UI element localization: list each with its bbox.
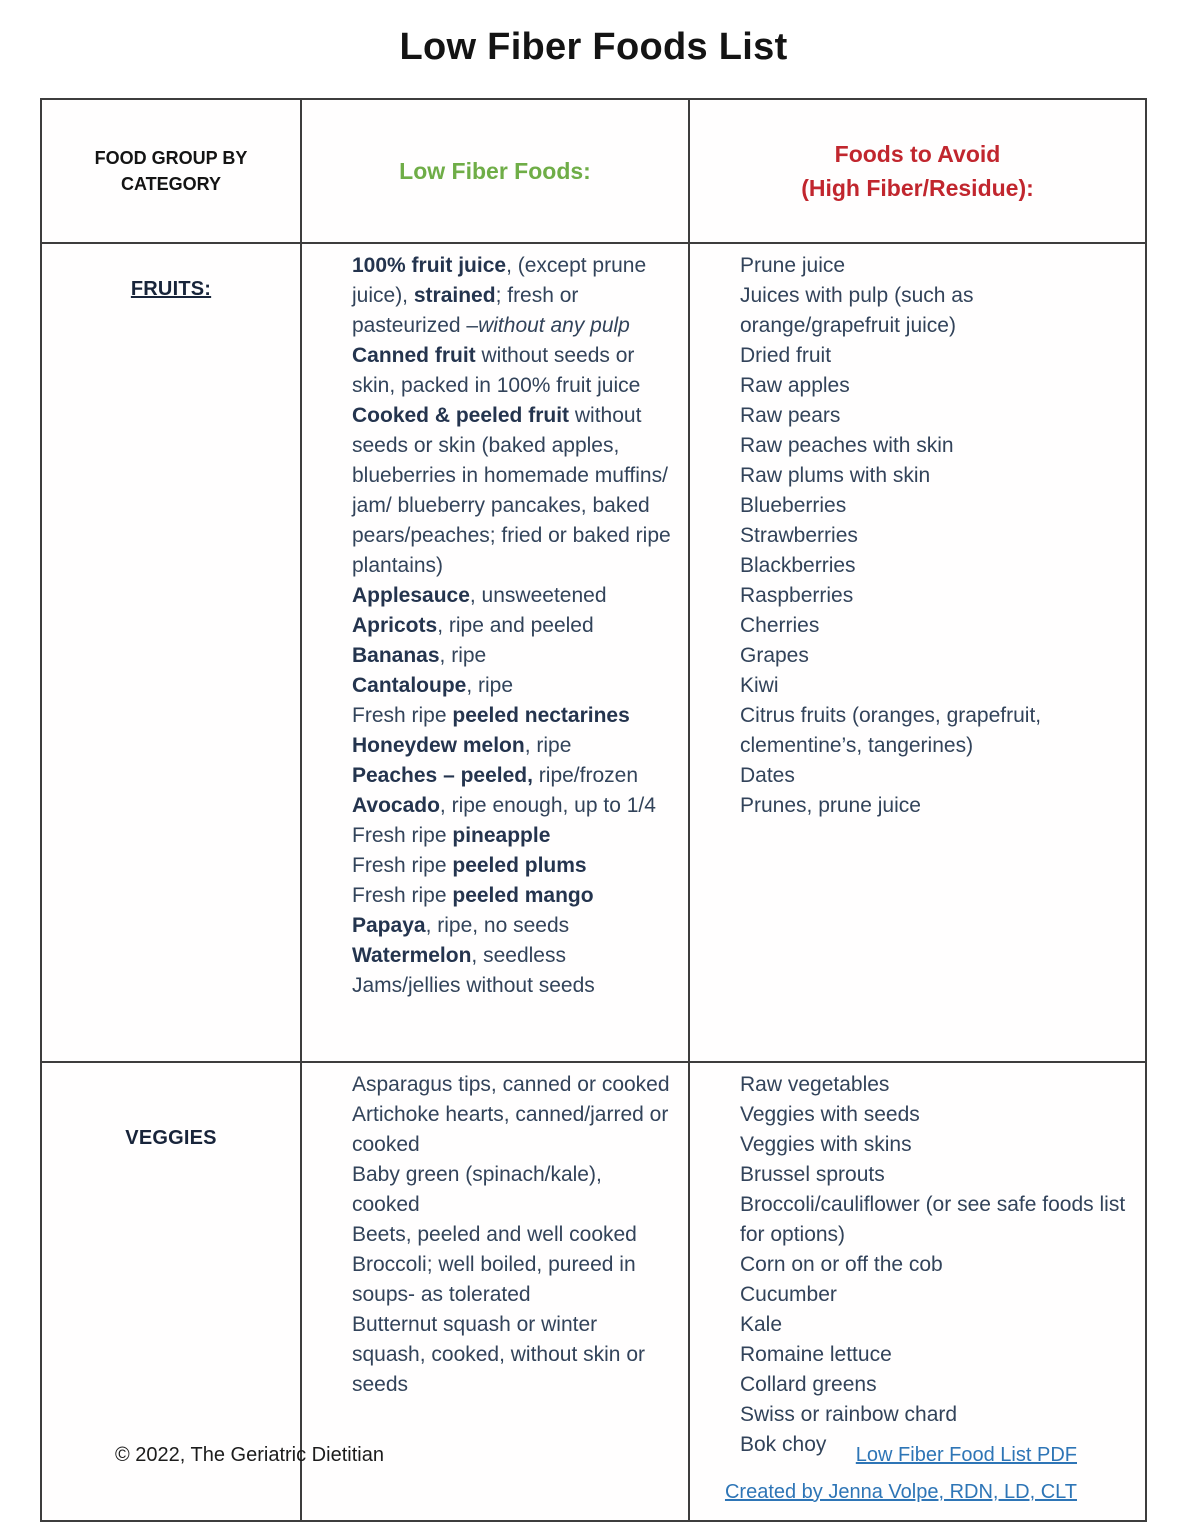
list-item: Juices with pulp (such as orange/grapefruit juice) [740, 284, 974, 337]
category-label-fruits: FRUITS: [130, 278, 212, 300]
list-item: Prune juice [740, 254, 846, 277]
list-item: Apricots, ripe and peeled [352, 614, 594, 637]
list-item: Peaches – peeled, ripe/frozen [352, 764, 639, 787]
fruits-avoid-list [689, 243, 1146, 1062]
table-header-row [41, 99, 1146, 243]
header-foods-to-avoid [689, 99, 1146, 243]
list-item: Kiwi [740, 674, 779, 697]
list-item: Watermelon, seedless [352, 944, 566, 967]
list-item: Beets, peeled and well cooked [352, 1223, 637, 1246]
list-item: Raw vegetables [740, 1073, 890, 1096]
foods-table [40, 98, 1147, 1522]
list-item: Kale [740, 1313, 783, 1336]
copyright-text: © 2022, The Geriatric Dietitian [115, 1444, 384, 1466]
list-item: Cantaloupe, ripe [352, 674, 514, 697]
list-item: Papaya, ripe, no seeds [352, 914, 570, 937]
list-item: Avocado, ripe enough, up to 1/4 [352, 794, 656, 817]
list-item: Raw apples [740, 374, 850, 397]
page-title: Low Fiber Foods List [399, 26, 788, 68]
list-item: Cooked & peeled fruit without seeds or skin (baked apples, blueberries in homemade muffins/ jam/ blueberry pancakes, baked pears/peaches; fried or baked ripe plantains) [352, 404, 671, 577]
list-item: Fresh ripe pineapple [352, 824, 551, 847]
list-item: Broccoli/cauliflower (or see safe foods list for options) [740, 1193, 1126, 1246]
list-item: Dried fruit [740, 344, 832, 367]
list-item: Cherries [740, 614, 820, 637]
list-item: Veggies with seeds [740, 1103, 920, 1126]
list-item: Raw pears [740, 404, 841, 427]
list-item: Veggies with skins [740, 1133, 912, 1156]
link-low-fiber-food-list-pdf[interactable]: Low Fiber Food List PDF [855, 1444, 1077, 1466]
list-item: Brussel sprouts [740, 1163, 885, 1186]
list-item: Citrus fruits (oranges, grapefruit, clementine’s, tangerines) [740, 704, 1042, 757]
header-food-group-by-category: FOOD GROUP BY CATEGORY [41, 99, 301, 243]
list-item: Corn on or off the cob [740, 1253, 943, 1276]
list-item: Collard greens [740, 1373, 877, 1396]
list-item: Grapes [740, 644, 809, 667]
list-item: Blueberries [740, 494, 847, 517]
list-item: Applesauce, unsweetened [352, 584, 607, 607]
list-item: Bananas, ripe [352, 644, 487, 667]
list-item: Canned fruit without seeds or skin, packed in 100% fruit juice [352, 344, 641, 397]
list-item: Broccoli; well boiled, pureed in soups- as tolerated [352, 1253, 636, 1306]
table-row-fruits [41, 243, 1146, 1062]
list-item: Asparagus tips, canned or cooked [352, 1073, 670, 1096]
list-item: Jams/jellies without seeds [352, 974, 595, 997]
list-item: Prunes, prune juice [740, 794, 921, 817]
link-created-by-jenna-volpe[interactable]: Created by Jenna Volpe, RDN, LD, CLT [724, 1481, 1077, 1503]
list-item: Blackberries [740, 554, 856, 577]
list-item: Raw plums with skin [740, 464, 931, 487]
list-item: Strawberries [740, 524, 858, 547]
header-low-fiber-foods: Low Fiber Foods: [301, 99, 689, 243]
category-label-veggies: VEGGIES [125, 1127, 217, 1149]
list-item: Honeydew melon, ripe [352, 734, 572, 757]
list-item: Fresh ripe peeled mango [352, 884, 594, 907]
list-item: Artichoke hearts, canned/jarred or cooked [352, 1103, 669, 1156]
list-item: Raw peaches with skin [740, 434, 954, 457]
list-item: 100% fruit juice, (except prune juice), strained; fresh or pasteurized –without any pulp [352, 254, 647, 337]
header-foods-to-avoid-line2: (High Fiber/Residue): [801, 175, 1034, 201]
list-item: Baby green (spinach/kale), cooked [352, 1163, 602, 1216]
list-item: Swiss or rainbow chard [740, 1403, 958, 1426]
category-cell-fruits [41, 243, 301, 1062]
footer-links [725, 1437, 1077, 1511]
list-item: Butternut squash or winter squash, cooked, without skin or seeds [352, 1313, 645, 1396]
list-item: Raspberries [740, 584, 854, 607]
list-item: Romaine lettuce [740, 1343, 892, 1366]
list-item: Bok choy [740, 1433, 827, 1456]
list-item: Fresh ripe peeled nectarines [352, 704, 630, 727]
fruits-low-fiber-list [301, 243, 689, 1062]
list-item: Cucumber [740, 1283, 837, 1306]
header-foods-to-avoid-line1: Foods to Avoid [834, 141, 1001, 167]
list-item: Fresh ripe peeled plums [352, 854, 587, 877]
list-item: Dates [740, 764, 795, 787]
